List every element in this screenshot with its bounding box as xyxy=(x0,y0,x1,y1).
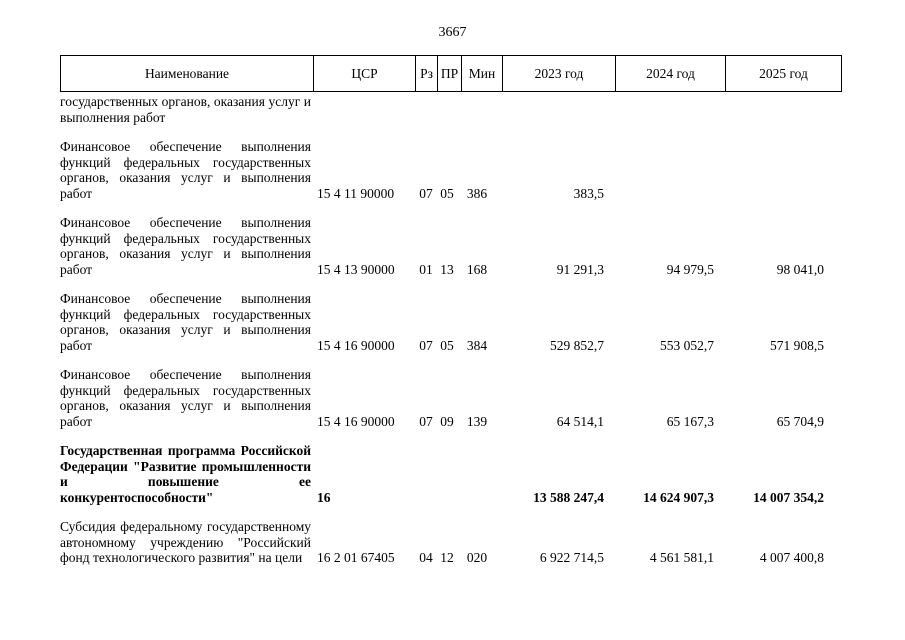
header-pr: ПР xyxy=(438,56,462,91)
row-pr: 12 xyxy=(440,550,454,565)
table-row-program xyxy=(60,443,842,505)
table-row xyxy=(60,367,842,429)
row-2024: 14 624 907,3 xyxy=(643,489,714,505)
row-2024: 553 052,7 xyxy=(660,337,714,353)
table-row xyxy=(60,215,842,277)
row-rz: 07 xyxy=(419,337,433,353)
row-pr: 05 xyxy=(440,337,454,353)
row-rz: 01 xyxy=(419,261,433,277)
row-name: Финансовое обеспечение выполнения функций федеральных государственных органов, оказания услуг и выполнения работ xyxy=(60,215,311,277)
table-header xyxy=(60,55,842,92)
row-rz: 07 xyxy=(419,413,433,429)
row-name: Финансовое обеспечение выполнения функций федеральных государственных органов, оказания услуг и выполнения работ xyxy=(60,367,311,429)
row-name: государственных органов, оказания услуг и выполнения работ xyxy=(60,94,311,125)
row-min: 139 xyxy=(466,413,488,429)
header-2025: 2025 год xyxy=(759,65,808,81)
row-2023: 6 922 714,5 xyxy=(539,550,604,565)
row-csr: 15 4 11 90000 xyxy=(317,185,395,201)
row-2023: 13 588 247,4 xyxy=(533,489,604,505)
row-name: Финансовое обеспечение выполнения функций федеральных государственных органов, оказания услуг и выполнения работ xyxy=(60,139,311,201)
row-2025: 571 908,5 xyxy=(770,337,824,353)
row-csr: 15 4 13 90000 xyxy=(317,261,395,277)
table-body xyxy=(60,94,842,566)
row-csr: 15 4 16 90000 xyxy=(317,413,395,429)
row-2023: 91 291,3 xyxy=(556,261,604,277)
header-rz: Рз xyxy=(416,56,438,91)
row-name: Субсидия федеральному государственному автономному учреждению "Российский фонд технологического развития" на цели xyxy=(60,519,311,565)
table-row xyxy=(60,519,842,566)
header-2024: 2024 год xyxy=(616,56,726,91)
row-2024: 4 561 581,1 xyxy=(649,550,714,565)
row-min: 020 xyxy=(466,550,488,565)
row-2023: 64 514,1 xyxy=(556,413,604,429)
row-2025: 65 704,9 xyxy=(776,413,824,429)
row-2024: 94 979,5 xyxy=(666,261,714,277)
row-2025: 98 041,0 xyxy=(776,261,824,277)
table-row xyxy=(60,139,842,201)
table-row xyxy=(60,94,842,125)
row-rz: 07 xyxy=(419,185,433,201)
row-csr: 16 xyxy=(317,489,331,505)
header-2023: 2023 год xyxy=(503,56,616,91)
row-min: 384 xyxy=(466,337,488,353)
row-2023: 529 852,7 xyxy=(550,337,604,353)
page-number: 3667 xyxy=(438,25,467,40)
row-2024: 65 167,3 xyxy=(666,413,714,429)
header-csr: ЦСР xyxy=(314,56,416,91)
row-2025: 4 007 400,8 xyxy=(759,550,824,565)
row-name: Финансовое обеспечение выполнения функций федеральных государственных органов, оказания услуг и выполнения работ xyxy=(60,291,311,353)
table-row xyxy=(60,291,842,353)
row-rz: 04 xyxy=(419,550,433,565)
row-csr: 16 2 01 67405 xyxy=(317,550,395,565)
row-2025: 14 007 354,2 xyxy=(753,489,824,505)
row-2023: 383,5 xyxy=(573,185,604,201)
row-pr: 13 xyxy=(440,261,454,277)
header-name: Наименование xyxy=(61,56,314,91)
row-csr: 15 4 16 90000 xyxy=(317,337,395,353)
row-pr: 09 xyxy=(440,413,454,429)
row-min: 386 xyxy=(466,185,488,201)
row-pr: 05 xyxy=(440,185,454,201)
row-min: 168 xyxy=(466,261,488,277)
header-min: Мин xyxy=(462,56,503,91)
row-name: Государственная программа Российской Федерации "Развитие промышленности и повышение ее конкурентоспособности" xyxy=(60,443,311,505)
